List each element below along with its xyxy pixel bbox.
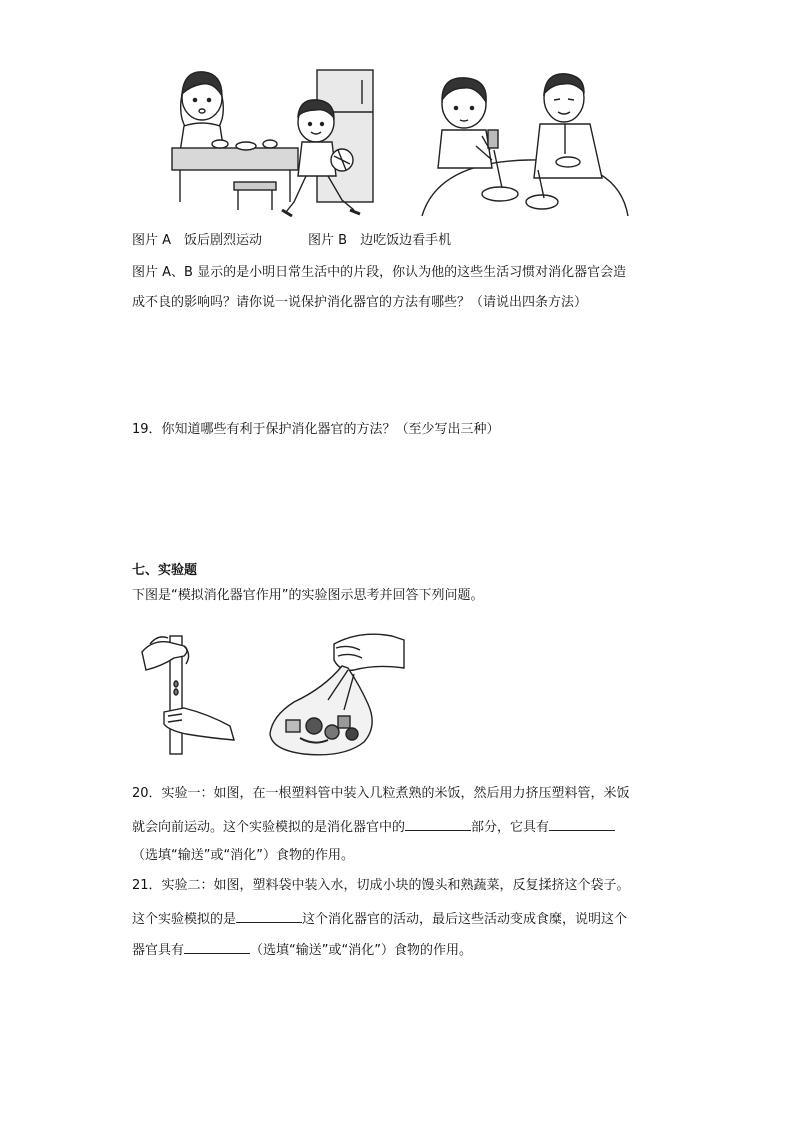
q18-line-1: 图片 A、B 显示的是小明日常生活中的片段，你认为他的这些生活习惯对消化器官会造: [132, 265, 627, 280]
figure-captions-line: [132, 232, 451, 250]
figure-a-illustration: [162, 64, 388, 224]
q20-answer-blank-function[interactable]: [549, 816, 615, 831]
caption-figure-a: 图片 A 饭后剧烈运动: [132, 233, 263, 248]
q21-line-3: [132, 939, 472, 960]
experiment-two-bag-illustration: [264, 630, 406, 758]
q18-line-2: 成不良的影响吗？请你说一说保护消化器官的方法有哪些？（请说出四条方法）: [132, 295, 588, 310]
caption-figure-b: 图片 B 边吃饭边看手机: [308, 233, 452, 248]
q21-answer-blank-function[interactable]: [184, 939, 250, 954]
experiment-one-tube-illustration: [138, 630, 238, 758]
q21-text-b: 这个消化器官的活动，最后这些活动变成食糜，说明这个: [302, 912, 628, 927]
figure-b-illustration: [418, 66, 630, 218]
q21-line-2: [132, 908, 627, 929]
q21-text-d: （选填“输送”或“消化”）食物的作用。: [250, 943, 472, 958]
q21-answer-blank-organ[interactable]: [236, 908, 302, 923]
q20-line-3: （选填“输送”或“消化”）食物的作用。: [132, 848, 354, 863]
q20-line-1: 20．实验一：如图，在一根塑料管中装入几粒煮熟的米饭，然后用力挤压塑料管，米饭: [132, 786, 630, 801]
q19-question: 19．你知道哪些有利于保护消化器官的方法？（至少写出三种）: [132, 422, 500, 437]
section-7-intro: 下图是“模拟消化器官作用”的实验图示思考并回答下列问题。: [132, 588, 484, 603]
q21-text-a: 这个实验模拟的是: [132, 912, 237, 927]
q21-text-c: 器官具有: [132, 943, 185, 958]
q20-text-a: 就会向前运动。这个实验模拟的是消化器官中的: [132, 820, 406, 835]
section-7-heading: 七、实验题: [132, 563, 198, 578]
q20-answer-blank-organ[interactable]: [405, 816, 471, 831]
q20-text-b: 部分，它具有: [471, 820, 550, 835]
q21-line-1: 21．实验二：如图，塑料袋中装入水，切成小块的馒头和熟蔬菜，反复揉挤这个袋子。: [132, 878, 630, 893]
q20-line-2: [132, 816, 615, 837]
